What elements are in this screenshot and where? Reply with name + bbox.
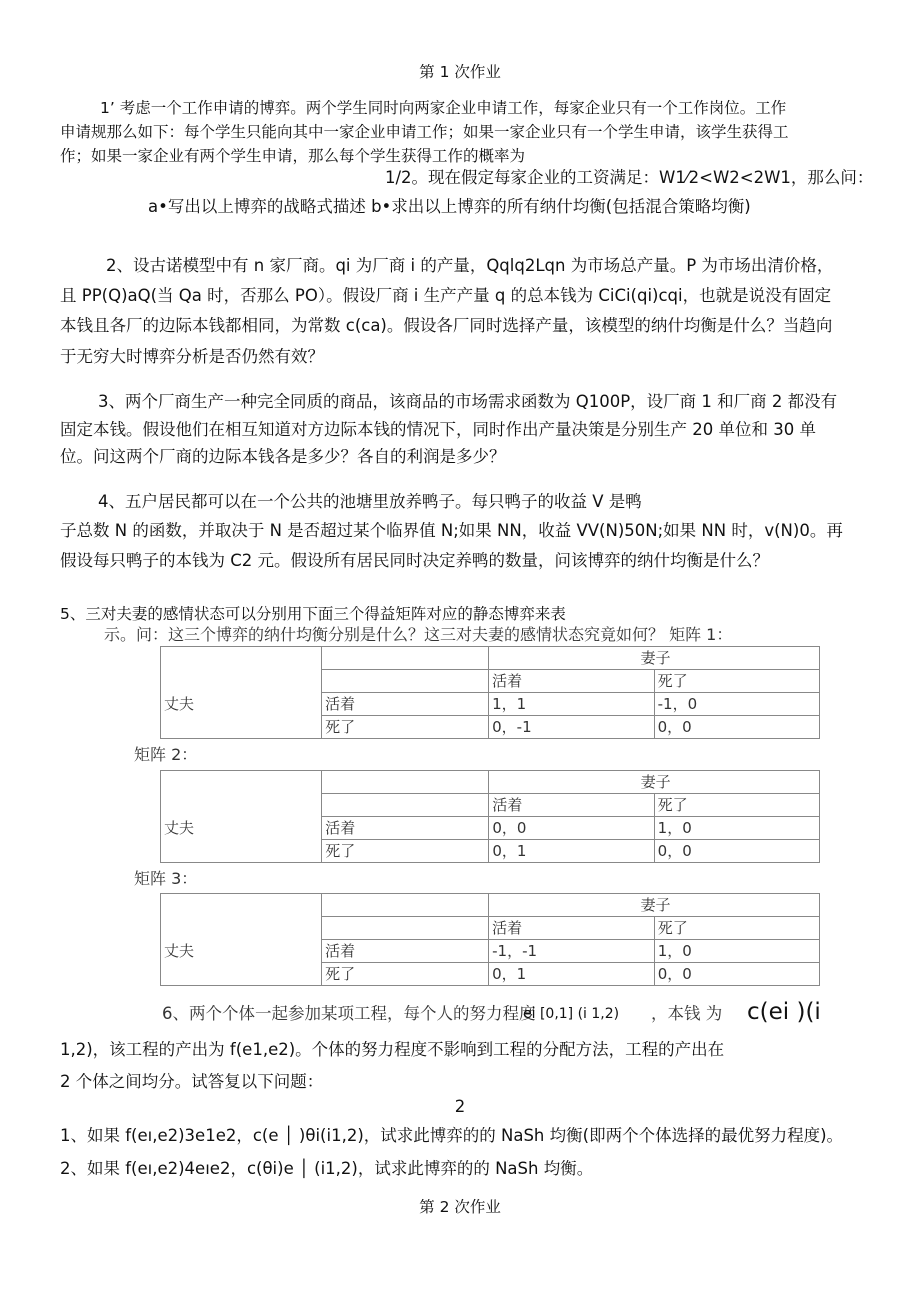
matrix-2-caption: 矩阵 2： [134, 745, 198, 764]
q2-line-1: 2、设古诺模型中有 n 家厂商。qi 为厂商 i 的产量，Qqlq2Lqn 为市场总产量。P 为市场出清价格， [106, 256, 834, 275]
payoff-matrix-2 [160, 770, 820, 863]
payoff-cell: 0，0 [654, 840, 819, 863]
q1-line-2: 申请规那么如下：每个学生只能向其中一家企业申请工作；如果一家企业只有一个学生申请，该学生获得工 [60, 123, 789, 141]
payoff-cell: 0，0 [654, 716, 819, 739]
q4-line-2: 子总数 N 的函数，并取决于 N 是否超过某个临界值 N;如果 NN，收益 VV(N)50N;如果 NN 时，v(N)0。再 [60, 521, 843, 540]
payoff-cell: -1，0 [654, 693, 819, 716]
q4-line-1: 4、五户居民都可以在一个公共的池塘里放养鸭子。每只鸭子的收益 V 是鸭 [98, 492, 642, 511]
q6-effort-range: ei [0,1] (i 1,2) [523, 1006, 620, 1022]
homework-2-title: 第 2 次作业 [419, 1198, 501, 1216]
row-alive: 活着 [322, 817, 489, 840]
col-dead: 死了 [654, 670, 819, 693]
q3-line-3: 位。问这两个厂商的边际本钱各是多少？各自的利润是多少？ [60, 447, 506, 466]
payoff-cell: 0，0 [489, 817, 654, 840]
q6-line-2: 1,2)，该工程的产出为 f(e1,e2)。个体的努力程度不影响到工程的分配方法，工程的产出在 [60, 1040, 725, 1059]
col-dead: 死了 [654, 794, 819, 817]
col-alive: 活着 [489, 917, 655, 940]
q1-line-5: a•写出以上博弈的战略式描述 b•求出以上博弈的所有纳什均衡(包括混合策略均衡) [148, 197, 751, 216]
q2-line-3: 本钱且各厂的边际本钱都相同，为常数 c(ca)。假设各厂同时选择产量，该模型的纳什均衡是什么？当趋向 [60, 316, 833, 335]
col-alive: 活着 [489, 670, 655, 693]
husband-label: 丈夫 [161, 693, 322, 739]
row-dead: 死了 [322, 840, 489, 863]
homework-1-title: 第 1 次作业 [419, 63, 501, 81]
q3-line-1: 3、两个厂商生产一种完全同质的商品，该商品的市场需求函数为 Q100P，设厂商 1 和厂商 2 都没有 [98, 392, 838, 411]
q2-line-4: 于无穷大时博弈分析是否仍然有效？ [60, 347, 324, 366]
q6-line-1a: 6、两个个体一起参加某项工程，每个人的努力程度 [162, 1004, 536, 1023]
row-dead: 死了 [322, 963, 489, 986]
payoff-cell: 1，0 [654, 940, 819, 963]
matrix-3-caption: 矩阵 3： [134, 869, 198, 888]
q5-line-1: 5、三对夫妻的感情状态可以分别用下面三个得益矩阵对应的静态博弈来表 [60, 605, 566, 623]
payoff-cell: 0，1 [489, 840, 654, 863]
col-dead: 死了 [654, 917, 819, 940]
payoff-cell: 0，1 [489, 963, 655, 986]
payoff-matrix-1 [160, 646, 820, 739]
q5-line-2: 示。问：这三个博弈的纳什均衡分别是什么？这三对夫妻的感情状态究竟如何？ 矩阵 1： [104, 625, 733, 644]
q6-line-1c: ，本钱 为 [651, 1004, 723, 1023]
payoff-cell: 0，0 [654, 963, 819, 986]
q3-line-2: 固定本钱。假设他们在相互知道对方边际本钱的情况下，同时作出产量决策是分别生产 20 单位和 30 单 [60, 420, 816, 439]
wife-header: 妻子 [489, 894, 820, 917]
husband-label: 丈夫 [161, 940, 322, 986]
payoff-cell: -1，-1 [489, 940, 655, 963]
payoff-matrix-3 [160, 893, 820, 986]
q6-cost-func: c(ei )(i [747, 999, 821, 1025]
wife-header: 妻子 [489, 771, 820, 794]
wife-header: 妻子 [489, 647, 820, 670]
payoff-cell: 1，0 [654, 817, 819, 840]
page-number: 2 [454, 1097, 466, 1116]
q1-line-3: 作；如果一家企业有两个学生申请，那么每个学生获得工作的概率为 [60, 147, 526, 165]
q6-subq-2: 2、如果 f(eı,e2)4eıe2，c(θi)e │ (i1,2)，试求此博弈的的 NaSh 均衡。 [60, 1159, 594, 1178]
q1-line-4: 1/2。现在假定每家企业的工资满足：W1⁄2<W2<2W1，那么问： [385, 168, 874, 187]
row-alive: 活着 [322, 940, 489, 963]
payoff-cell: 0，-1 [489, 716, 655, 739]
row-alive: 活着 [322, 693, 489, 716]
q2-line-2: 且 PP(Q)aQ(当 Qa 时，否那么 PO）。假设厂商 i 生产产量 q 的总本钱为 CiCi(qi)cqi，也就是说没有固定 [60, 286, 832, 305]
payoff-cell: 1，1 [489, 693, 655, 716]
q1-line-1: 1’ 考虑一个工作申请的博弈。两个学生同时向两家企业申请工作，每家企业只有一个工作岗位。工作 [100, 99, 787, 117]
row-dead: 死了 [322, 716, 489, 739]
q6-subq-1: 1、如果 f(eı,e2)3e1e2，c(e │ )θi(i1,2)，试求此博弈的的 NaSh 均衡(即两个个体选择的最优努力程度)。 [60, 1126, 844, 1145]
q6-line-3: 2 个体之间均分。试答复以下问题： [60, 1072, 324, 1091]
q4-line-3: 假设每只鸭子的本钱为 C2 元。假设所有居民同时决定养鸭的数量，问该博弈的纳什均衡是什么？ [60, 551, 770, 570]
husband-label: 丈夫 [161, 817, 322, 863]
col-alive: 活着 [489, 794, 654, 817]
